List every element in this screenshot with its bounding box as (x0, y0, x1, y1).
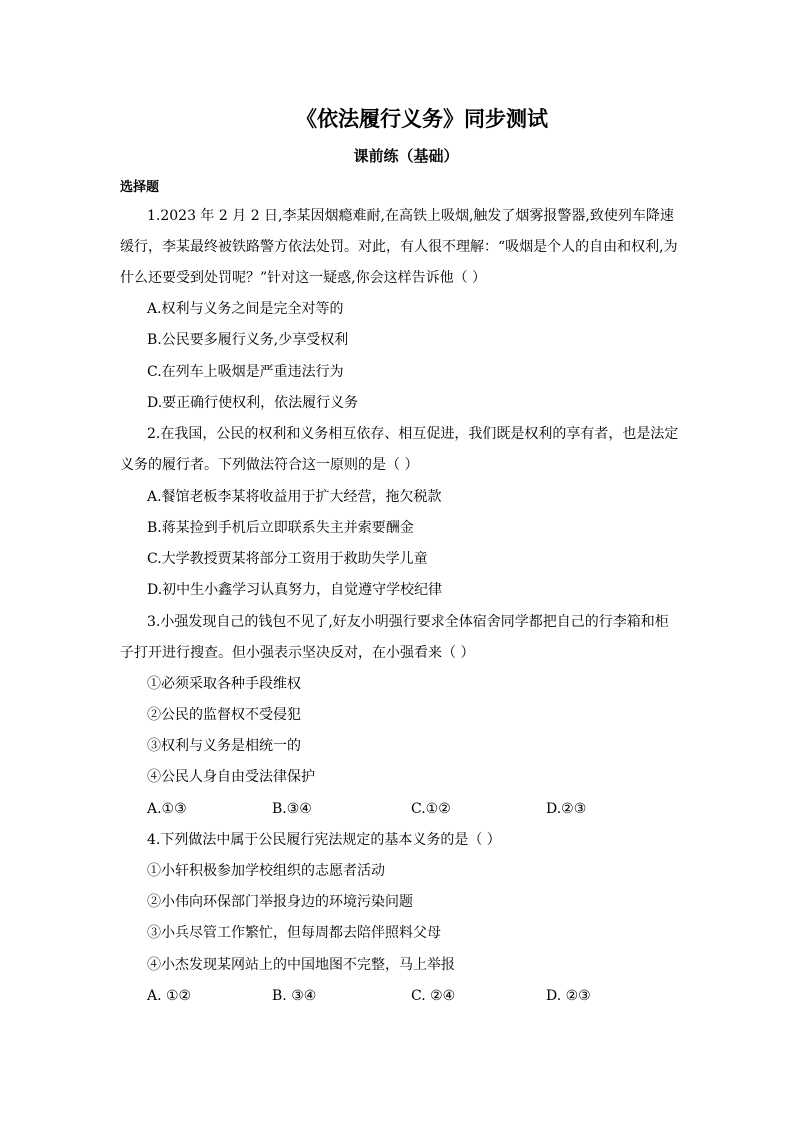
question-3-choice-c: C.①② (411, 801, 451, 817)
question-3-line-1: 3.小强发现自己的钱包不见了,好友小明强行要求全体宿舍同学都把自己的行李箱和柜 (147, 614, 669, 630)
question-3-item-4: ④公民人身自由受法律保护 (147, 769, 315, 785)
question-1-option-a: A.权利与义务之间是完全对等的 (147, 301, 344, 317)
section-heading: 选择题 (120, 180, 160, 195)
question-3-line-2: 子打开进行搜查。但小强表示坚决反对，在小强看来（ ） (120, 645, 475, 661)
question-2-option-d: D.初中生小鑫学习认真努力，自觉遵守学校纪律 (147, 582, 443, 598)
question-4-item-2: ②小伟向环保部门举报身边的环境污染问题 (147, 894, 413, 910)
question-1-line-3: 什么还要受到处罚呢？”针对这一疑惑,你会这样告诉他（ ） (120, 270, 487, 286)
question-4-choice-b: B. ③④ (272, 988, 317, 1004)
question-3-choice-d: D.②③ (546, 801, 587, 817)
question-1-option-d: D.要正确行使权利，依法履行义务 (147, 395, 359, 411)
question-4-item-4: ④小杰发现某网站上的中国地图不完整，马上举报 (147, 957, 455, 973)
question-2-line-2: 义务的履行者。下列做法符合这一原则的是（ ） (120, 457, 419, 473)
question-2-option-c: C.大学教授贾某将部分工资用于救助失学儿童 (147, 551, 428, 567)
question-4-line-1: 4.下列做法中属于公民履行宪法规定的基本义务的是（ ） (147, 832, 501, 848)
question-1-line-2: 缓行，李某最终被铁路警方依法处罚。对此，有人很不理解：“吸烟是个人的自由和权利,为 (120, 239, 678, 255)
page-subtitle: 课前练（基础） (353, 147, 459, 165)
question-3-choice-a: A.①③ (147, 801, 187, 817)
question-1-option-c: C.在列车上吸烟是严重违法行为 (147, 364, 344, 380)
question-2-option-a: A.餐馆老板李某将收益用于扩大经营，拖欠税款 (147, 489, 442, 505)
question-3-item-3: ③权利与义务是相统一的 (147, 738, 301, 754)
question-4-item-1: ①小轩积极参加学校组织的志愿者活动 (147, 863, 385, 879)
question-3-item-1: ①必须采取各种手段维权 (147, 676, 301, 692)
question-4-choice-d: D. ②③ (546, 988, 591, 1004)
question-4-choice-c: C. ②④ (411, 988, 456, 1004)
question-4-item-3: ③小兵尽管工作繁忙，但每周都去陪伴照料父母 (147, 925, 441, 941)
question-4-choice-a: A. ①② (147, 988, 192, 1004)
question-2-line-1: 2.在我国，公民的权利和义务相互依存、相互促进，我们既是权利的享有者，也是法定 (147, 426, 679, 442)
question-3-choice-b: B.③④ (272, 801, 312, 817)
question-3-item-2: ②公民的监督权不受侵犯 (147, 707, 301, 723)
question-1-option-b: B.公民要多履行义务,少享受权利 (147, 332, 349, 348)
page-title: 《依法履行义务》同步测试 (296, 106, 548, 131)
question-1-line-1: 1.2023 年 2 月 2 日,李某因烟瘾难耐,在高铁上吸烟,触发了烟雾报警器,致使列车降速 (147, 208, 674, 224)
question-2-option-b: B.蒋某捡到手机后立即联系失主并索要酬金 (147, 520, 414, 536)
